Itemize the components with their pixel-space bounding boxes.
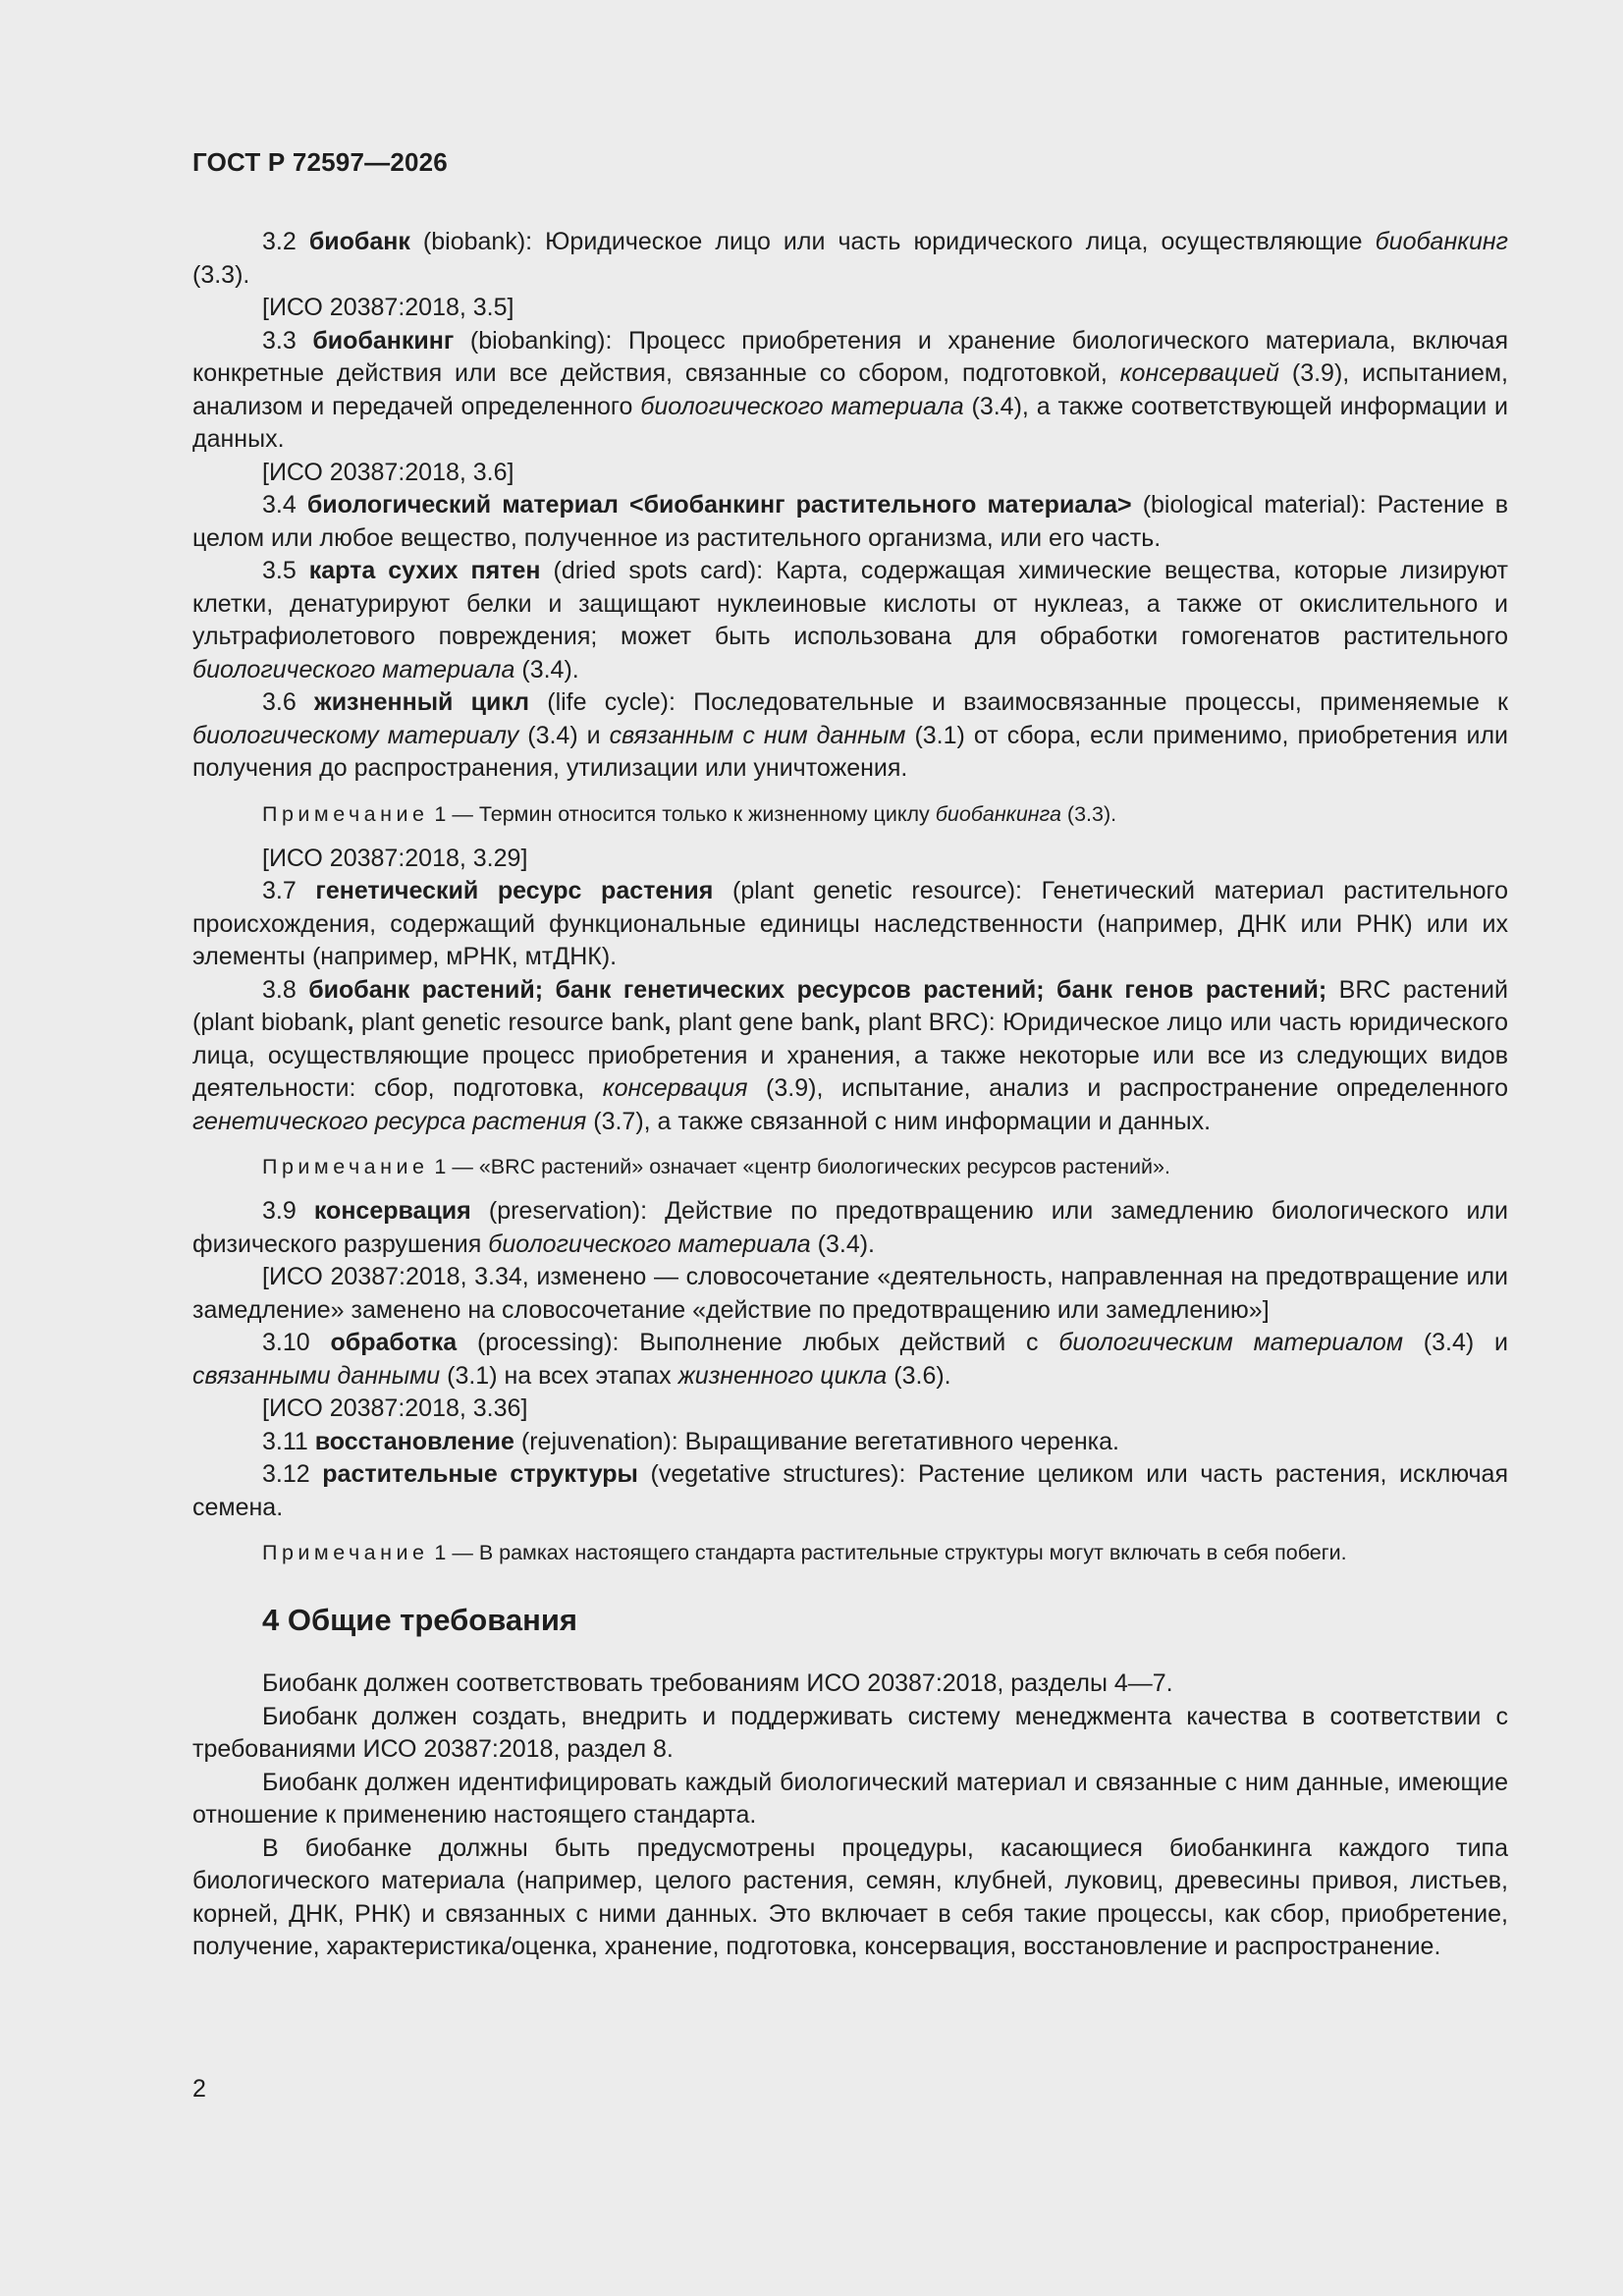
definition-3-6: 3.6 жизненный цикл (life cycle): Последовательные и взаимосвязанные процессы, применяемые к биологическому материалу (3.4) и связанным с ним данным (3.1) от сбора, если применимо, приобретения или получения до распространения, утилизации или уничтожения.	[192, 688, 1509, 782]
definition-3-9: 3.9 консервация (preservation): Действие по предотвращению или замедлению биологического или физического разрушения биологического материала (3.4).	[192, 1197, 1509, 1258]
reference: [ИСО 20387:2018, 3.29]	[262, 844, 528, 872]
section-title: 4 Общие требования	[262, 1603, 577, 1637]
section-paragraph: Биобанк должен идентифицировать каждый биологический материал и связанные с ним данные, имеющие отношение к применению настоящего стандарта.	[192, 1768, 1508, 1829]
note: Примечание 1 — В рамках настоящего стандарта растительные структуры могут включать в себя побеги.	[262, 1541, 1347, 1564]
definition-3-2: 3.2 биобанк (biobank): Юридическое лицо или часть юридического лица, осуществляющие биобанкинг (3.3).	[192, 228, 1508, 289]
section-paragraph: В биобанке должны быть предусмотрены процедуры, касающиеся биобанкинга каждого типа биологического материала (например, целого растения, семян, клубней, луковиц, древесины привоя, листьев, корней, ДНК, РНК) и связанных с ними данных. Это включает в себя такие процессы, как сбор, приобретение, получение, характеристика/оценка, хранение, подготовка, консервация, восстановление и распространение.	[192, 1833, 1508, 1960]
reference: [ИСО 20387:2018, 3.5]	[262, 294, 514, 321]
term: карта сухих пятен	[308, 557, 541, 584]
definition-3-10: 3.10 обработка (processing): Выполнение любых действий с биологическим материалом (3.4) и связанными данными (3.1) на всех этапах жизненного цикла (3.6).	[192, 1329, 1508, 1390]
section-paragraph: Биобанк должен создать, внедрить и поддерживать систему менеджмента качества в соответствии с требованиями ИСО 20387:2018, раздел 8.	[192, 1702, 1508, 1763]
document-body	[192, 226, 1508, 1964]
reference: [ИСО 20387:2018, 3.36]	[262, 1394, 528, 1422]
definition-3-8: 3.8 биобанк растений; банк генетических ресурсов растений; банк генов растений; BRC растений (plant biobank, plant genetic resource bank, plant gene bank, plant BRC): Юридическое лицо или часть юридического лица, осуществляющие процесс приобретения и хранения, а также некоторые или все из следующих видов деятельности: сбор, подготовка, консервация (3.9), испытание, анализ и распространение определенного генетического ресурса растения (3.7), а также связанной с ним информации и данных.	[192, 975, 1509, 1135]
definition-3-7: 3.7 генетический ресурс растения (plant genetic resource): Генетический материал растительного происхождения, содержащий функциональные единицы наследственности (например, ДНК или РНК) или их элементы (например, мРНК, мтДНК).	[192, 877, 1509, 970]
term: биобанкинг	[312, 326, 455, 355]
term: обработка	[330, 1329, 458, 1356]
term: биобанк	[308, 228, 410, 255]
definition-3-4: 3.4 биологический материал <биобанкинг растительного материала> (biological material): Растение в целом или любое вещество, полученное из растительного организма, или его часть.	[192, 491, 1508, 552]
term: восстановление	[314, 1427, 514, 1455]
reference: [ИСО 20387:2018, 3.34, изменено — словосочетание «деятельность, направленная на предотвращение или замедление» заменено на словосочетание «действие по предотвращению или замедлению»]	[192, 1263, 1508, 1324]
definition-3-12: 3.12 растительные структуры (vegetative structures): Растение целиком или часть растения, исключая семена.	[192, 1460, 1508, 1521]
term: консервация	[313, 1197, 471, 1225]
term: биобанк растений; банк генетических ресурсов растений; банк генов растений;	[308, 975, 1327, 1004]
page-number: 2	[192, 2075, 206, 2103]
note: Примечание 1 — Термин относится только к жизненному циклу биобанкинга (3.3).	[262, 801, 1117, 826]
term: растительные структуры	[322, 1460, 638, 1488]
definition-3-5: 3.5 карта сухих пятен (dried spots card): Карта, содержащая химические вещества, которые лизируют клетки, денатурируют белки и защищают нуклеиновые кислоты от нуклеаз, а также от окислительного и ультрафиолетового повреждения; может быть использована для обработки гомогенатов растительного биологического материала (3.4).	[192, 557, 1509, 683]
section-paragraph: Биобанк должен соответствовать требованиям ИСО 20387:2018, разделы 4—7.	[262, 1669, 1173, 1697]
term: генетический ресурс растения	[315, 877, 714, 904]
term: биологический материал <биобанкинг растительного материала>	[306, 491, 1132, 519]
term: жизненный цикл	[313, 688, 530, 716]
reference: [ИСО 20387:2018, 3.6]	[262, 458, 514, 486]
note: Примечание 1 — «BRC растений» означает «центр биологических ресурсов растений».	[262, 1155, 1170, 1178]
definition-3-3: 3.3 биобанкинг (biobanking): Процесс приобретения и хранение биологического материала, включая конкретные действия или все действия, связанные со сбором, подготовкой, консервацией (3.9), испытанием, анализом и передачей определенного биологического материала (3.4), а также соответствующей информации и данных.	[192, 326, 1509, 453]
definition-3-11: 3.11 восстановление (rejuvenation): Выращивание вегетативного черенка.	[262, 1427, 1119, 1455]
document-header: ГОСТ Р 72597—2026	[192, 147, 448, 177]
